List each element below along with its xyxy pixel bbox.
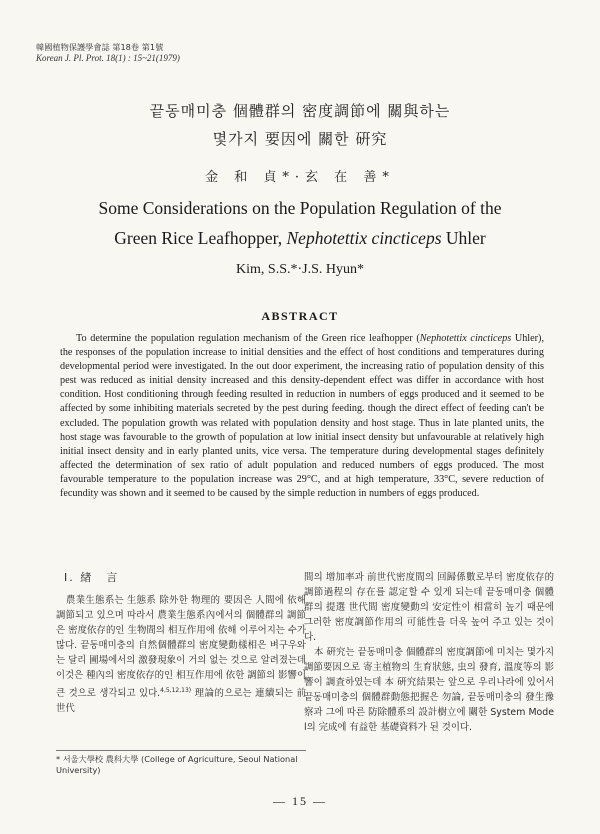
english-title-line-2 [0, 228, 600, 249]
footnote: * 서울大學校 農科大學 (College of Agriculture, Seoul National University) [56, 754, 298, 775]
body-paragraph: 本 硏究는 끝동매미충 個體群의 密度調節에 미치는 몇가지 調節要因으로 寄主植物의 生育狀態, 虫의 發育, 溫度等의 影響이 調査하였는데 本 硏究結果는 앞으로 우리나라에 있어서 끝동매미충의 個體群動態把握은 勿論, 끝동매미충의 發生豫察과 그에 따른 防除體系의 設計樹立에 關한 System Model의 完成에 有益한 基礎資料가 된 것이다. [304, 647, 554, 733]
english-title-line-1: Some Considerations on the Population Regulation of the [98, 198, 502, 218]
abstract-heading: ABSTRACT [261, 309, 339, 323]
reference-marker: 4,5,12,13) [160, 687, 192, 694]
body-text: 農業生態系는 生態系 除外한 物理的 要因은 人間에 依해 調節되고 있으며 따라서 農業生態系內에서의 個體群의 調節은 密度依存的인 生物間의 相互作用에 依해 이루어지는 수가 많다. 끝동매미충의 自然個體群의 密度變動樣相은 벼구우와는 달리 圃場에서의 激發現象이 거의 없는 것으로 알려졌는데 이것은 種內의 密度依存的인 相互作用에 依한 調節의 影響이 큰 것으로 생각되고 있다. [56, 595, 306, 700]
section-heading: I. 緖 言 [64, 571, 120, 584]
english-authors: Kim, S.S.*·J.S. Hyun* [236, 262, 364, 277]
body-paragraph [56, 593, 306, 716]
abstract-part-1: To determine the population regulation mechanism of the Green rice leafhopper ( [76, 333, 420, 344]
korean-authors: 金 和 貞*·玄 在 善* [205, 170, 395, 185]
footnote-divider [56, 750, 306, 751]
journal-line-ko: 韓國植物保護學會誌 第18卷 第1號 [36, 42, 164, 52]
english-title-suffix: Uhler [445, 228, 486, 248]
abstract-part-2: Uhler), the responses of the population increase to initial densities and the effect of host conditions and temperatures during developmental period were investigated. In the out door experiment, the increasing ratio of population density of this pest was reduced as initial density increased and this density-dependent effect was differ in accordance with host condition. Host conditioning through feeding resulted in reduction in numbers of eggs produced and it seemed to be affected by some inhibiting materials secreted by the pest during feeding. though the direct effect of feeding can't be excluded. The population growth was related with population density and host stage. Thus in late planted units, the host stage was favourable to the growth of population at low initial insect density but unfavourable at relatively high initial insect density and in early planted units, vice versa. The temperature during developmental stages definitely affected the determination of sex ratio of adult population and reduced numbers of eggs produced. The most favourable temperature to the population increase was 29°C, and at high temperature, 33°C, severe reduction of fecundity was shown and it seemed to be caused by the simple reduction in numbers of eggs produced. [60, 333, 544, 500]
page-number: — 15 — [273, 794, 327, 808]
abstract-body [60, 332, 544, 501]
korean-title-line-2: 몇가지 要因에 關한 硏究 [212, 130, 388, 148]
journal-line-en: Korean J. Pl. Prot. 18(1) : 15~21(1979) [36, 53, 180, 63]
korean-title-line-1: 끝동매미충 個體群의 密度調節에 關與하는 [149, 102, 451, 120]
english-title-prefix: Green Rice Leafhopper, [114, 228, 283, 248]
body-right-column [304, 570, 554, 735]
abstract-species: Nephotettix cincticeps [419, 333, 512, 344]
body-left-column [56, 570, 306, 716]
english-title-species: Nephotettix cincticeps [286, 228, 442, 248]
journal-citation [36, 42, 180, 64]
body-paragraph: 間의 增加率과 前世代密度間의 回歸係數로부터 密度依存的 調節過程의 存在를 認定할 수 있게 되는데 끝동매미충 個體群의 提選 世代間 密度變動의 安定性이 相當히 높기 때문에 그러한 密度調節作用의 可能性을 더욱 높여 주고 있는 것이다. [304, 572, 554, 643]
body-text-end: 理論的으로는 連續되는 前世代 [56, 688, 306, 715]
